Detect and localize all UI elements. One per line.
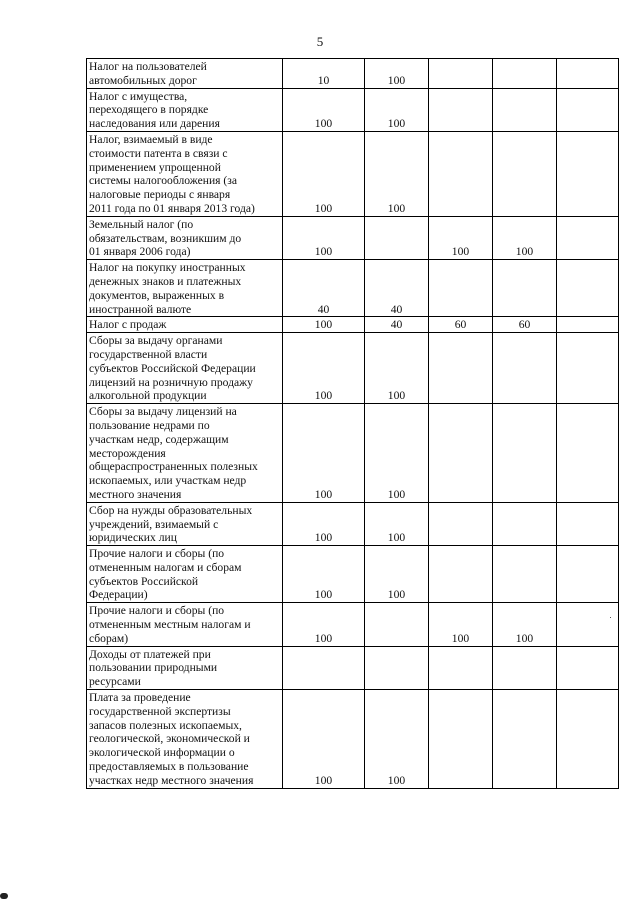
table-row (87, 216, 619, 259)
value-cell-col-1: 10 (283, 59, 365, 89)
value-cell-col-3: 100 (429, 603, 493, 646)
value-cell-col-2: 100 (365, 546, 429, 603)
table-row (87, 260, 619, 317)
value-cell-col-3 (429, 646, 493, 689)
value-cell-col-2 (365, 646, 429, 689)
value-cell-col-2: 100 (365, 59, 429, 89)
value-cell-col-3 (429, 404, 493, 503)
value-cell-col-3 (429, 502, 493, 545)
value-cell-col-1: 100 (283, 216, 365, 259)
value-cell-col-4 (493, 646, 557, 689)
value-cell-col-3 (429, 333, 493, 404)
value-cell-col-3: 60 (429, 317, 493, 333)
value-cell-col-3 (429, 59, 493, 89)
revenue-distribution-table (86, 58, 619, 789)
value-cell-col-5 (557, 690, 619, 789)
value-cell-col-1: 100 (283, 404, 365, 503)
value-cell-col-4 (493, 260, 557, 317)
tax-name-cell: Налог с продаж (87, 317, 283, 333)
value-cell-col-2: 100 (365, 404, 429, 503)
value-cell-col-4: 100 (493, 216, 557, 259)
tax-name-cell: Сбор на нужды образовательных учреждений, взимаемый с юридических лиц (87, 502, 283, 545)
table-row (87, 131, 619, 216)
tax-name-cell: Прочие налоги и сборы (по отмененным местным налогам и сборам) (87, 603, 283, 646)
value-cell-col-2: 100 (365, 502, 429, 545)
page-number: 5 (316, 34, 324, 49)
value-cell-col-5 (557, 404, 619, 503)
value-cell-col-3: 100 (429, 216, 493, 259)
table-row (87, 603, 619, 646)
table-row (87, 546, 619, 603)
value-cell-col-1 (283, 646, 365, 689)
scan-speck (610, 617, 611, 618)
value-cell-col-1: 100 (283, 502, 365, 545)
value-cell-col-4 (493, 546, 557, 603)
value-cell-col-4: 100 (493, 603, 557, 646)
value-cell-col-1: 40 (283, 260, 365, 317)
value-cell-col-1: 100 (283, 88, 365, 131)
value-cell-col-3 (429, 88, 493, 131)
value-cell-col-4: 60 (493, 317, 557, 333)
value-cell-col-3 (429, 260, 493, 317)
table-row (87, 317, 619, 333)
value-cell-col-2: 100 (365, 88, 429, 131)
value-cell-col-5 (557, 317, 619, 333)
table-row (87, 333, 619, 404)
value-cell-col-5 (557, 216, 619, 259)
value-cell-col-3 (429, 546, 493, 603)
value-cell-col-5 (557, 333, 619, 404)
value-cell-col-4 (493, 690, 557, 789)
value-cell-col-2: 100 (365, 690, 429, 789)
tax-name-cell: Налог, взимаемый в виде стоимости патента в связи с применением упрощенной системы налогообложения (за налоговые периоды с января 2011 года по 01 января 2013 года) (87, 131, 283, 216)
tax-name-cell: Налог на покупку иностранных денежных знаков и платежных документов, выраженных в иностранной валюте (87, 260, 283, 317)
tax-name-cell: Сборы за выдачу органами государственной власти субъектов Российской Федерации лицензий на розничную продажу алкогольной продукции (87, 333, 283, 404)
value-cell-col-5 (557, 502, 619, 545)
table-row (87, 88, 619, 131)
tax-name-cell: Налог на пользователей автомобильных дорог (87, 59, 283, 89)
table-row (87, 646, 619, 689)
table-row (87, 59, 619, 89)
value-cell-col-1: 100 (283, 546, 365, 603)
value-cell-col-1: 100 (283, 333, 365, 404)
value-cell-col-2: 100 (365, 333, 429, 404)
value-cell-col-1: 100 (283, 317, 365, 333)
value-cell-col-4 (493, 502, 557, 545)
value-cell-col-4 (493, 59, 557, 89)
value-cell-col-5 (557, 131, 619, 216)
tax-name-cell: Налог с имущества, переходящего в порядке наследования или дарения (87, 88, 283, 131)
value-cell-col-2: 40 (365, 260, 429, 317)
table-row (87, 690, 619, 789)
value-cell-col-4 (493, 333, 557, 404)
value-cell-col-3 (429, 131, 493, 216)
value-cell-col-1: 100 (283, 603, 365, 646)
value-cell-col-2: 40 (365, 317, 429, 333)
value-cell-col-2: 100 (365, 131, 429, 216)
tax-name-cell: Плата за проведение государственной экспертизы запасов полезных ископаемых, геологической, экономической и экологической информации о предоставляемых в пользование участках недр местного значения (87, 690, 283, 789)
tax-name-cell: Сборы за выдачу лицензий на пользование недрами по участкам недр, содержащим месторождения общераспространенных полезных ископаемых, или участкам недр местного значения (87, 404, 283, 503)
value-cell-col-5 (557, 546, 619, 603)
value-cell-col-5 (557, 603, 619, 646)
tax-name-cell: Прочие налоги и сборы (по отмененным налогам и сборам субъектов Российской Федерации) (87, 546, 283, 603)
scan-artifact (0, 893, 8, 899)
value-cell-col-4 (493, 404, 557, 503)
value-cell-col-5 (557, 59, 619, 89)
value-cell-col-2 (365, 603, 429, 646)
table-row (87, 502, 619, 545)
value-cell-col-4 (493, 88, 557, 131)
tax-name-cell: Земельный налог (по обязательствам, возникшим до 01 января 2006 года) (87, 216, 283, 259)
value-cell-col-1: 100 (283, 690, 365, 789)
value-cell-col-5 (557, 646, 619, 689)
value-cell-col-1: 100 (283, 131, 365, 216)
tax-name-cell: Доходы от платежей при пользовании природными ресурсами (87, 646, 283, 689)
value-cell-col-4 (493, 131, 557, 216)
table-row (87, 404, 619, 503)
value-cell-col-2 (365, 216, 429, 259)
value-cell-col-3 (429, 690, 493, 789)
value-cell-col-5 (557, 88, 619, 131)
value-cell-col-5 (557, 260, 619, 317)
